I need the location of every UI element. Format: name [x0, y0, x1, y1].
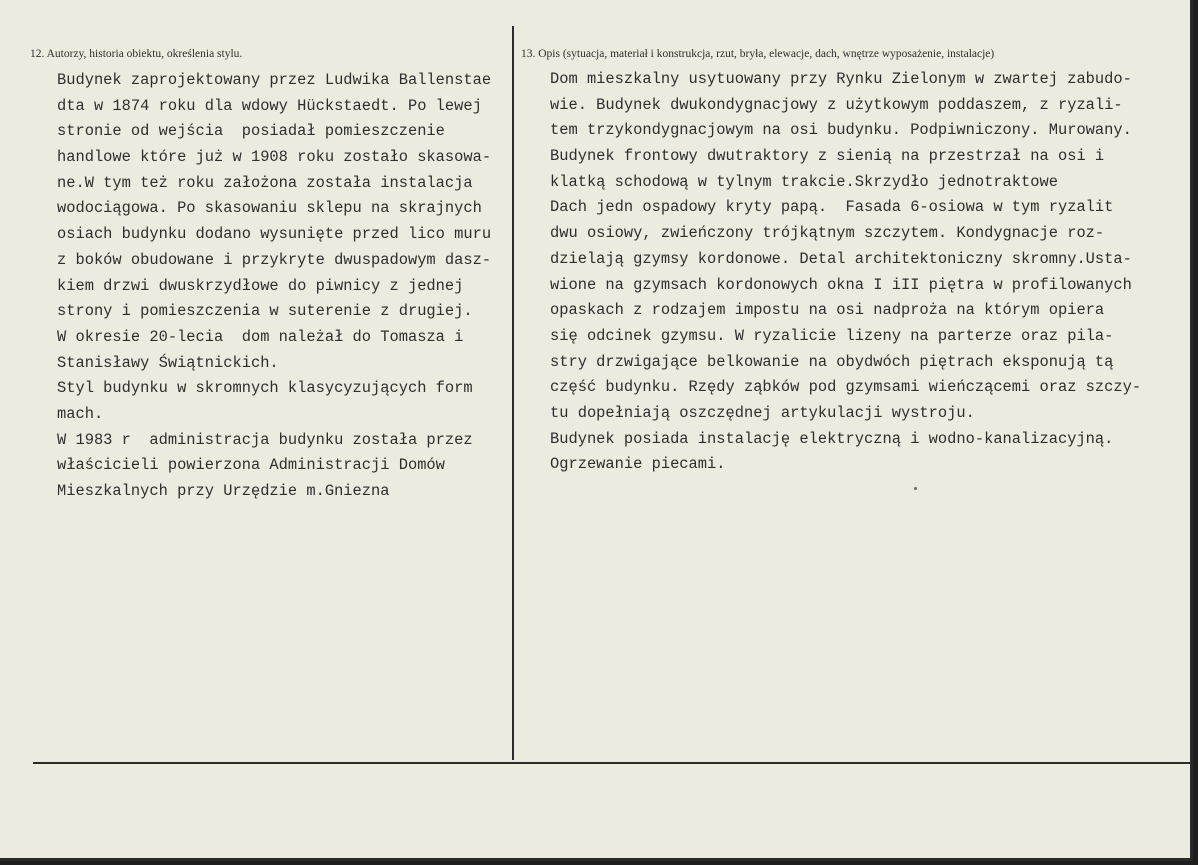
text-line: kiem drzwi dwuskrzydłowe do piwnicy z jednej [57, 276, 464, 295]
text-line: Dom mieszkalny usytuowany przy Rynku Zielonym w zwartej zabudo- [550, 70, 1132, 88]
text-line: Ogrzewanie piecami. [550, 455, 726, 474]
bottom-rule [33, 762, 1193, 764]
text-line: z boków obudowane i przykryte dwuspadowym dasz- [57, 250, 492, 269]
text-line: Budynek frontowy dwutraktory z sienią na przestrzał na osi i [550, 147, 1105, 166]
history-text [57, 68, 527, 505]
text-line: klatką schodową w tylnym trakcie.Skrzydło jednotraktowe [550, 172, 1058, 191]
text-line: wodociągowa. Po skasowaniu sklepu na skrajnych [57, 199, 482, 218]
text-line: stry drzwigające belkowanie na obydwóch piętrach eksponują tą [550, 352, 1114, 371]
description-text [550, 67, 1190, 478]
section-12-header: 12. Autorzy, historia obiektu, określenia stylu. [30, 48, 243, 60]
text-line: ne.W tym też roku założona została instalacja [57, 173, 473, 192]
text-line: dwu osiowy, zwieńczony trójkątnym szczytem. Kondygnacje roz- [550, 224, 1105, 243]
text-line: część budynku. Rzędy ząbków pod gzymsami wieńczącemi oraz szczy- [550, 378, 1142, 397]
text-line: właścicieli powierzona Administracji Domów [57, 456, 445, 475]
text-line: mach. [57, 404, 104, 423]
text-line: W 1983 r administracja budynku została przez [57, 430, 473, 449]
text-line: stronie od wejścia posiadał pomieszczenie [57, 122, 445, 141]
text-line: dta w 1874 roku dla wdowy Hückstaedt. Po lewej [57, 96, 482, 115]
ink-speck [914, 487, 917, 490]
text-line: wione na gzymsach kordonowych okna I iII piętra w profilowanych [550, 275, 1132, 294]
text-line: tu dopełniają oszczędnej artykulacji wystroju. [550, 403, 975, 422]
text-line: Styl budynku w skromnych klasycyzujących form [57, 379, 473, 398]
text-line: wie. Budynek dwukondygnacjowy z użytkowym poddaszem, z ryzali- [550, 95, 1123, 114]
text-line: osiach budynku dodano wysunięte przed lico muru [57, 225, 492, 244]
text-line: Budynek zaprojektowany przez Ludwika Ballenstae [57, 71, 492, 89]
text-line: opaskach z rodzajem impostu na osi nadproża na którym opiera [550, 301, 1105, 320]
text-line: tem trzykondygnacjowym na osi budynku. Podpiwniczony. Murowany. [550, 121, 1132, 140]
text-line: Dach jedn ospadowy kryty papą. Fasada 6-osiowa w tym ryzalit [550, 198, 1114, 217]
text-line: dzielają gzymsy kordonowe. Detal architektoniczny skromny.Usta- [550, 249, 1132, 268]
text-line: handlowe które już w 1908 roku zostało skasowa- [57, 148, 492, 167]
text-line: strony i pomieszczenia w suterenie z drugiej. [57, 302, 473, 321]
section-13-header: 13. Opis (sytuacja, materiał i konstrukcja, rzut, bryła, elewacje, dach, wnętrze wyposażenie, instalacje) [521, 48, 995, 60]
text-line: W okresie 20-lecia dom należał do Tomasza i [57, 327, 464, 346]
text-line: Stanisławy Świątnickich. [57, 353, 279, 372]
text-line: Mieszkalnych przy Urzędzie m.Gniezna [57, 482, 390, 500]
text-line: się odcinek gzymsu. W ryzalicie lizeny na parterze oraz pila- [550, 326, 1114, 345]
text-line: Budynek posiada instalację elektryczną i wodno-kanalizacyjną. [550, 429, 1114, 448]
